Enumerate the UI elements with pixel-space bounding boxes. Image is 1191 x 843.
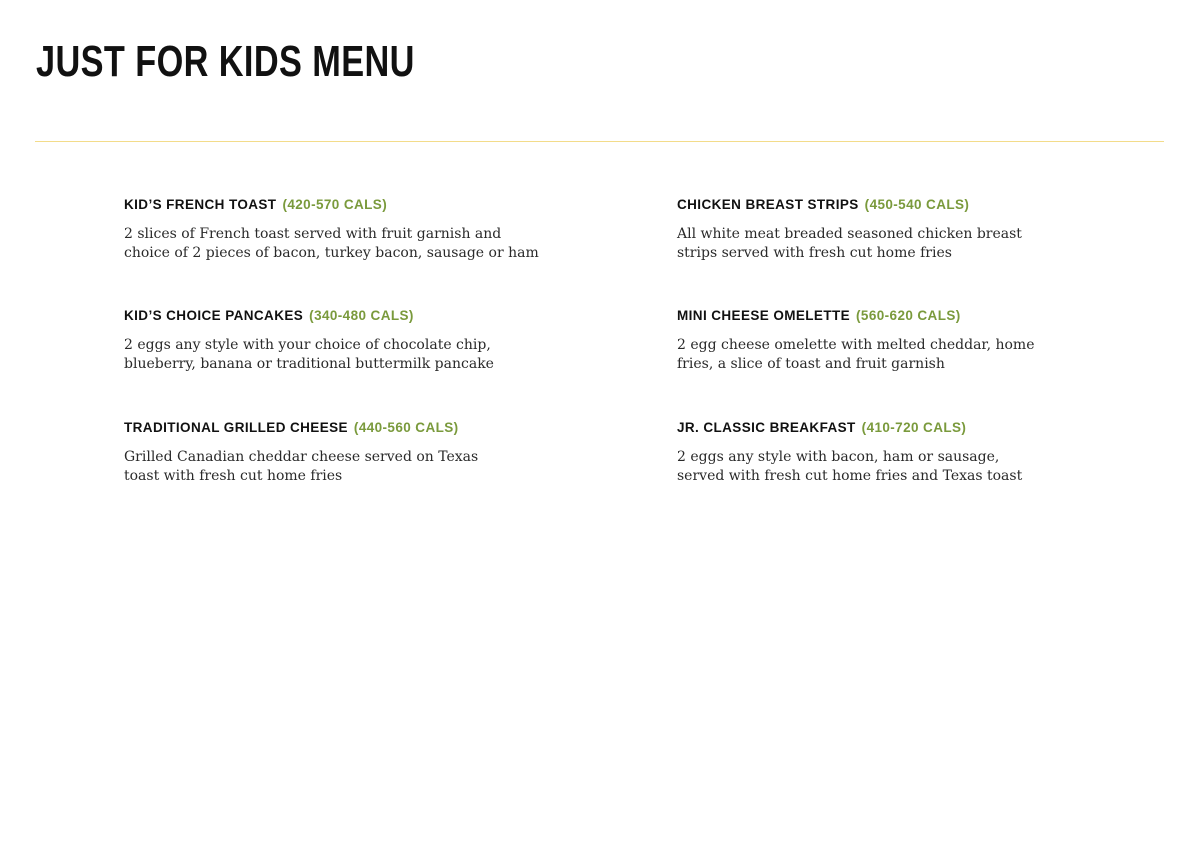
- description-line: served with fresh cut home fries and Texas toast: [677, 468, 1023, 484]
- menu-item-calories: (420-570 CALS): [282, 197, 388, 212]
- menu-item-header: [677, 308, 1107, 324]
- menu-item-description: [124, 336, 554, 374]
- description-line: strips served with fresh cut home fries: [677, 245, 952, 261]
- menu-item-header: [124, 197, 554, 213]
- menu-item-name: MINI CHEESE OMELETTE: [677, 308, 851, 323]
- menu-item-header: [124, 308, 554, 324]
- menu-item-description: [677, 448, 1107, 486]
- menu-item-description: [124, 448, 554, 486]
- menu-item-calories: (560-620 CALS): [856, 308, 961, 323]
- menu-item-chicken-breast-strips: [677, 197, 1107, 263]
- description-line: toast with fresh cut home fries: [124, 468, 343, 484]
- page-title: JUST FOR KIDS MENU: [36, 37, 415, 86]
- menu-item-description: [124, 225, 554, 263]
- description-line: choice of 2 pieces of bacon, turkey bacon, sausage or ham: [124, 245, 539, 261]
- menu-item-name: KID’S FRENCH TOAST: [124, 197, 277, 212]
- menu-item-calories: (440-560 CALS): [353, 420, 459, 435]
- description-line: All white meat breaded seasoned chicken breast: [677, 226, 1022, 242]
- menu-item-header: [677, 197, 1107, 213]
- description-line: fries, a slice of toast and fruit garnish: [677, 356, 945, 372]
- description-line: blueberry, banana or traditional buttermilk pancake: [124, 356, 494, 372]
- menu-item-header: [677, 420, 1107, 436]
- menu-item-calories: (410-720 CALS): [861, 420, 967, 435]
- menu-item-calories: (340-480 CALS): [309, 308, 414, 323]
- menu-item-mini-cheese-omelette: [677, 308, 1107, 374]
- menu-item-description: [677, 336, 1107, 374]
- description-line: 2 eggs any style with your choice of chocolate chip,: [124, 337, 491, 353]
- menu-item-jr-classic-breakfast: [677, 420, 1107, 486]
- title-divider: [35, 141, 1164, 142]
- menu-item-name: TRADITIONAL GRILLED CHEESE: [124, 420, 348, 435]
- menu-item-header: [124, 420, 554, 436]
- description-line: 2 slices of French toast served with fruit garnish and: [124, 226, 502, 242]
- description-line: 2 egg cheese omelette with melted cheddar, home: [677, 337, 1035, 353]
- menu-item-traditional-grilled-cheese: [124, 420, 554, 486]
- menu-item-kids-french-toast: [124, 197, 554, 263]
- menu-item-name: CHICKEN BREAST STRIPS: [677, 197, 859, 212]
- menu-item-kids-choice-pancakes: [124, 308, 554, 374]
- menu-item-calories: (450-540 CALS): [864, 197, 970, 212]
- menu-item-name: KID’S CHOICE PANCAKES: [124, 308, 304, 323]
- description-line: 2 eggs any style with bacon, ham or sausage,: [677, 449, 1000, 465]
- menu-item-description: [677, 225, 1107, 263]
- description-line: Grilled Canadian cheddar cheese served on Texas: [124, 449, 479, 465]
- menu-item-name: JR. CLASSIC BREAKFAST: [677, 420, 856, 435]
